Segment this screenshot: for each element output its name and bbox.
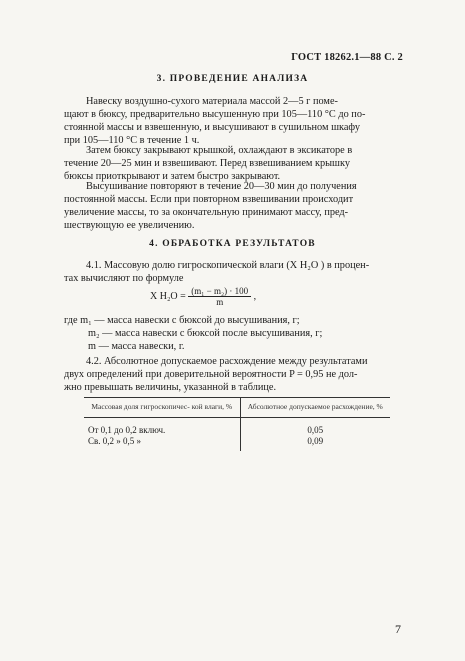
page-number: 7 [395,622,401,636]
text-line: течение 20—25 мин и взвешивают. Перед взвешиванием крышку [64,158,350,169]
text-line: шествующую ее увеличению. [64,220,195,231]
table-header-cell: Абсолютное допускаемое расхождение, % [240,398,390,418]
text-line: стоянной массы и взвешенную, и высушивают в сушильном шкафу [64,122,360,133]
text-line: увеличение массы, то за окончательную принимают массу, пред- [64,207,349,218]
text-line: 4.1. Массовую долю гигроскопической влаги (X H₂O ) в процен- [86,260,370,271]
text-line: Высушивание повторяют в течение 20—30 мин до получения [86,181,357,192]
section-3-heading: 3. ПРОВЕДЕНИЕ АНАЛИЗА [156,74,309,84]
table-row [84,418,390,437]
page-header: ГОСТ 18262.1—88 С. 2 [291,52,403,63]
section-3-paragraph-3 [64,180,406,232]
text-line: 4.2. Абсолютное допускаемое расхождение между результатами [86,356,368,367]
formula-trail: , [253,290,257,302]
tolerance-table [84,397,390,451]
definition-line: где m₁ — масса навески с бюксой до высушивания, г; [64,315,300,326]
table-cell: 0,09 [307,436,324,446]
text-line: бюксы приоткрывают и затем быстро закрывают. [64,171,281,182]
text-line: двух определений при доверительной вероятности P = 0,95 не дол- [64,369,358,380]
text-line: щают в бюксу, предварительно высушенную при 105—110 °С до по- [64,109,366,120]
text-line: постоянной массы. Если при повторном взвешивании происходит [64,194,354,205]
text-line: тах вычисляют по формуле [64,273,184,284]
formula-denominator: m [216,297,224,307]
table-row [84,436,390,451]
table-cell: От 0,1 до 0,2 включ. [84,418,240,437]
table-cell: Св. 0,2 » 0,5 » [84,436,240,451]
section-4-heading: 4. ОБРАБОТКА РЕЗУЛЬТАТОВ [149,239,316,249]
definition-line: m — масса навески, г. [88,341,185,352]
variable-definitions [64,314,322,353]
formula-lhs: X H₂O = [150,290,186,302]
table-header-row [84,398,390,418]
text-line: Навеску воздушно-сухого материала массой 2—5 г поме- [86,96,338,107]
section-4-2-paragraph [64,355,406,394]
moisture-formula [150,286,256,307]
section-3-paragraph-2 [64,144,406,183]
text-line: Затем бюксу закрывают крышкой, охлаждают в эксикаторе в [86,145,353,156]
text-line: при 105—110 °С в течение 1 ч. [64,135,200,146]
text-line: жно превышать величины, указанной в таблице. [64,382,277,393]
section-3-paragraph-1 [64,95,406,147]
section-4-1-paragraph [64,259,406,285]
formula-fraction [188,286,251,307]
table-header-cell: Массовая доля гигроскопичес- кой влаги, % [84,398,240,418]
definition-line: m₂ — масса навески с бюксой после высушивания, г; [88,328,323,339]
table-cell: 0,05 [307,425,324,435]
formula-numerator: (m₁ − m₂) · 100 [188,286,251,297]
